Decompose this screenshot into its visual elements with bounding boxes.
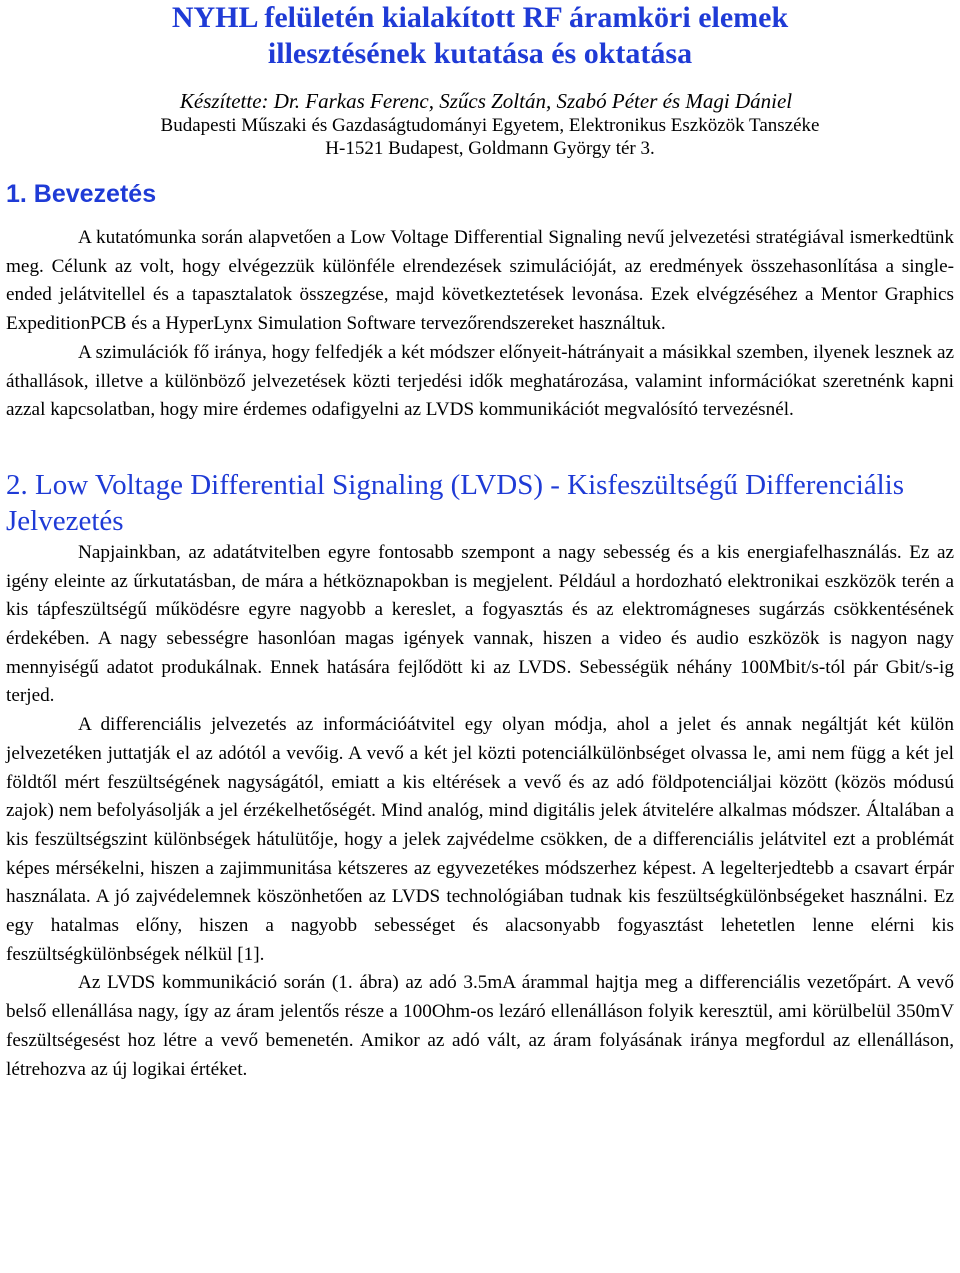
document-page bbox=[6, 0, 954, 1084]
title-line-1: NYHL felületén kialakított RF áramköri elemek bbox=[171, 1, 789, 34]
affiliation-line-2: H-1521 Budapest, Goldmann György tér 3. bbox=[325, 138, 655, 159]
section-1-heading: 1. Bevezetés bbox=[6, 180, 157, 208]
paper-title bbox=[6, 0, 954, 72]
paragraph: Napjainkban, az adatátvitelben egyre fontosabb szempont a nagy sebesség és a kis energiafelhasználás. Ez az igény eleinte az űrkutatásban, de mára a hétköznapokban is megjelent. Például a hordozható elektronikai eszközök terén a kis tápfeszültségű működésre egyre nagyobb a kereslet, a fogyasztás és az elektromágneses sugárzás csökkentésének érdekében. A nagy sebességre hasonlóan magas igények vannak, hiszen a video és audio eszközök is nagyon nagy mennyiségű adatot produkálnak. Ennek hatására fejlődött ki az LVDS. Sebességük néhány 100Mbit/s-tól pár Gbit/s-ig terjed. bbox=[6, 541, 954, 707]
paragraph: A differenciális jelvezetés az információátvitel egy olyan módja, ahol a jelet és annak negáltját két külön jelvezetéken juttatják el az adótól a vevőig. A vevő a két jel közti potenciálkülönbséget olvassa le, ami nem függ a két jel földtől mért feszültségének nagyságától, emiatt a kis eltérések a vevő és az adó földpotenciáljai között (közös módusú zajok) nem befolyásolják a jel érzékelhetőségét. Mind analóg, mind digitális jelek átvitelére alkalmas módszer. Általában a kis feszültségszint különbségek hátulütője, hogy a jelek zajvédelme csökken, de a differenciális jelátvitel ezt a problémát képes mérsékelni, hiszen a zajimmunitása kétszeres az egyvezetékes módszerhez képest. A legelterjedtebb a csavart érpár használata. A jó zajvédelemnek köszönhetően az LVDS technológiában tudnak kis feszültségkülönbségeket használni. Ez egy hatalmas előny, hiszen a nagyobb sebességet és alacsonyabb fogyasztást lehetetlen lenne elérni kis feszültségkülönbségek nélkül [1]. bbox=[6, 714, 954, 965]
paragraph: Az LVDS kommunikáció során (1. ábra) az adó 3.5mA árammal hajtja meg a differenciális vezetőpárt. A vevő belső ellenállása nagy, így az áram jelentős része a 100Ohm-os lezáró ellenálláson folyik keresztül, ami körülbelül 350mV feszültségesést hoz létre a vevő bemenetén. Amikor az adó vált, az áram folyásának iránya megfordul az ellenálláson, létrehozva az új logikai értéket. bbox=[6, 972, 954, 1080]
section-1-body bbox=[6, 224, 954, 425]
section-2-body bbox=[6, 539, 954, 1084]
paragraph: A kutatómunka során alapvetően a Low Voltage Differential Signaling nevű jelvezetési stratégiával ismerkedtünk meg. Célunk az volt, hogy elvégezzük különféle elrendezések szimulációját, az eredmények összehasonlítása a single-ended jelátvitellel és a tapasztalatok összegzése, majd következtetések levonása. Ezek elvégzéséhez a Mentor Graphics ExpeditionPCB és a HyperLynx Simulation Software tervezőrendszereket használtuk. bbox=[6, 227, 954, 335]
paragraph: A szimulációk fő iránya, hogy felfedjék a két módszer előnyeit-hátrányait a másikkal szemben, ilyenek lesznek az áthallások, illetve a különböző jelvezetések közti terjedési idők meghatározása, valamint információkat szeretnénk kapni azzal kapcsolatban, hogy mire érdemes odafigyelni az LVDS kommunikációt megvalósító tervezésnél. bbox=[6, 341, 954, 421]
title-line-2: illesztésének kutatása és oktatása bbox=[267, 37, 693, 70]
affiliation-line-1: Budapesti Műszaki és Gazdaságtudományi Egyetem, Elektronikus Eszközök Tanszéke bbox=[160, 115, 820, 136]
author-line: Készítette: Dr. Farkas Ferenc, Szűcs Zoltán, Szabó Péter és Magi Dániel bbox=[179, 89, 793, 113]
section-2-heading: 2. Low Voltage Differential Signaling (LVDS) - Kisfeszültségű Differenciális Jelvezetés bbox=[6, 468, 905, 537]
